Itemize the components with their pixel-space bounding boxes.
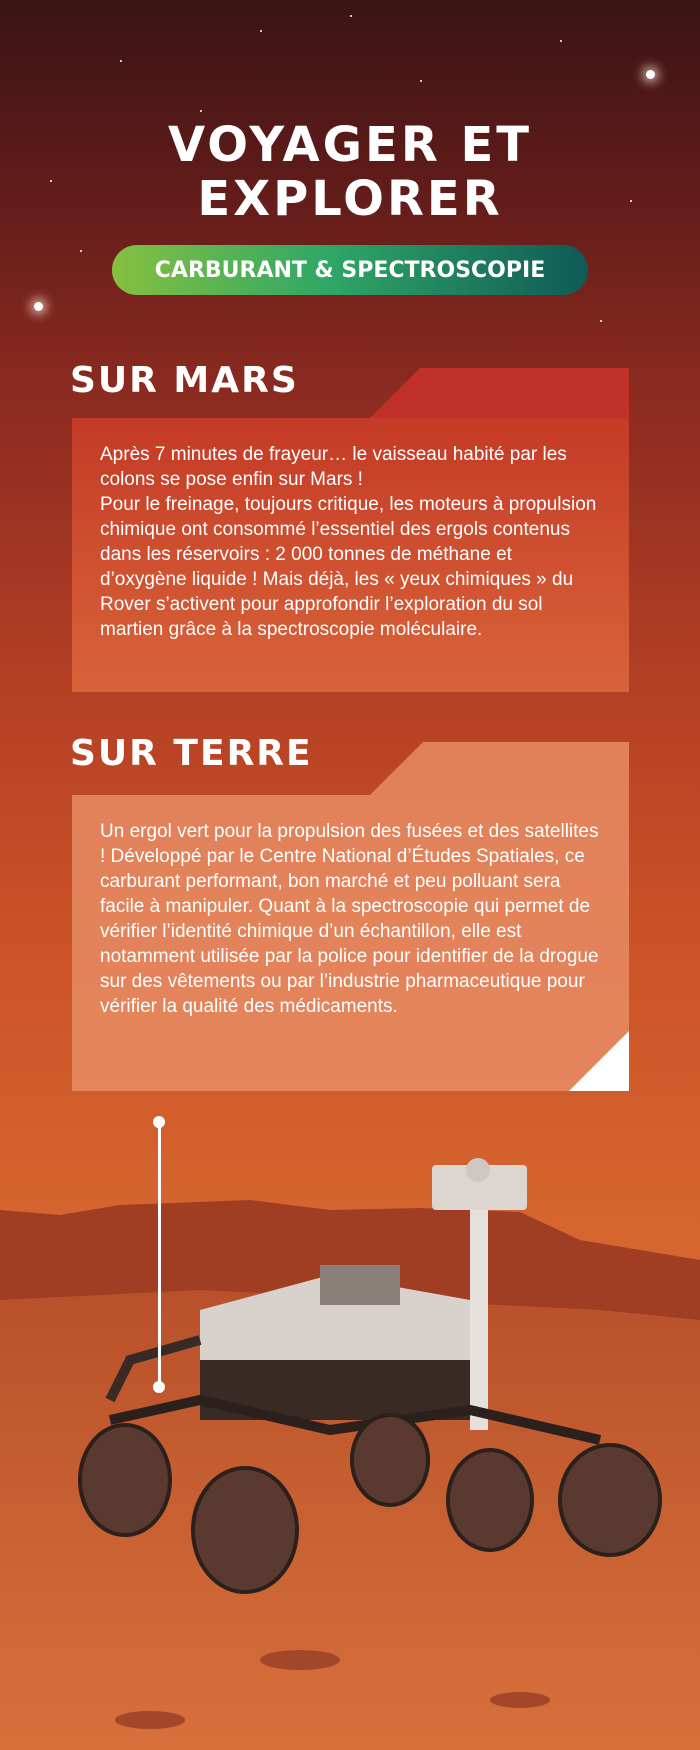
star [600,320,602,322]
timeline-dot-bottom [153,1381,165,1393]
page-title [0,118,700,226]
mars-landscape-illustration [0,1100,700,1750]
star [350,15,352,17]
mars-paragraph-2: Pour le freinage, toujours critique, les moteurs à propulsion chimique ont consommé l’essentiel des ergols contenus dans les réservoirs : 2 000 tonnes de méthane et d’oxygène liquide ! Mais déjà, les « yeux chimiques » du Rover s’activent pour approfondir l’exploration du sol martien grâce à la spectroscopie moléculaire. [100,494,597,640]
timeline-dot-top [153,1116,165,1128]
terre-paragraph: Un ergol vert pour la propulsion des fusées et des satellites ! Développé par le Centre National d’Études Spatiales, ce carburant performant, bon marché et peu polluant sera facile à manipuler. Quant à la spectroscopie qui permet de vérifier l’identité chimique d’un échantillon, elle est notamment utilisée par la police pour identifier de la drogue sur des vêtements ou par l’industrie pharmaceutique pour vérifier la qualité des médicaments. [100,821,599,1017]
terre-text-box [72,795,629,1091]
star [646,70,655,79]
star [80,250,82,252]
star [200,110,202,112]
star [560,40,562,42]
corner-triangle [569,1031,629,1091]
subtitle-badge: CARBURANT & SPECTROSCOPIE [112,245,588,295]
star [34,302,43,311]
title-line-2: EXPLORER [197,171,503,227]
mars-text-box [72,418,629,692]
mars-tab-shape [370,368,629,418]
timeline-line [158,1122,161,1387]
star [260,30,262,32]
star [120,60,122,62]
star [420,80,422,82]
terre-tab-shape [370,742,629,795]
mars-paragraph-1: Après 7 minutes de frayeur… le vaisseau habité par les colons se pose enfin sur Mars ! [100,444,567,490]
mars-heading: SUR MARS [70,360,299,401]
terre-heading: SUR TERRE [70,733,313,774]
title-line-1: VOYAGER ET [167,117,533,173]
